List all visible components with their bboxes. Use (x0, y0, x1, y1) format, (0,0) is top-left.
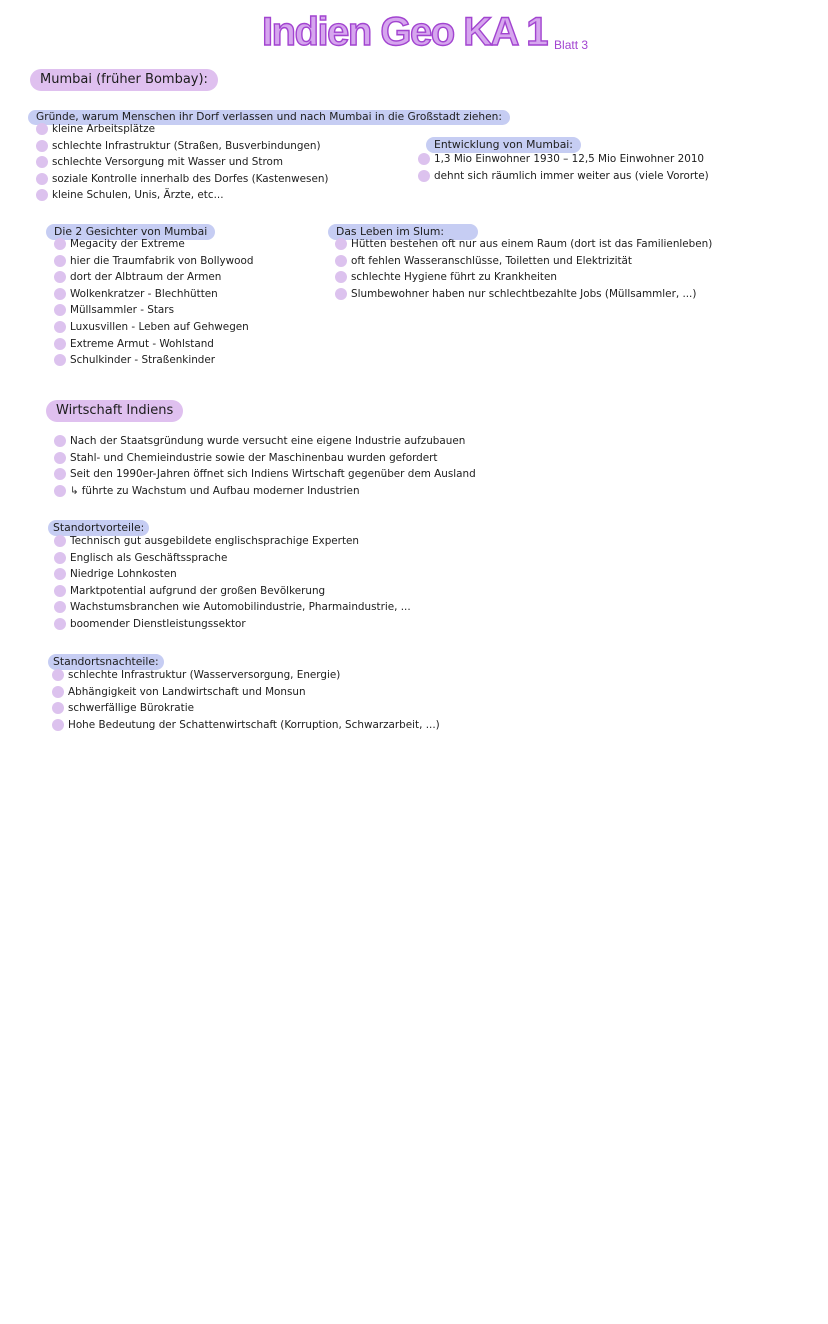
list-item: boomender Dienstleistungssektor (54, 616, 411, 633)
slum-list (335, 236, 712, 302)
reasons-list (36, 121, 328, 204)
list-item: hier die Traumfabrik von Bollywood (54, 253, 254, 270)
list-item: kleine Arbeitsplätze (36, 121, 328, 138)
mumbai-heading-wrap (30, 68, 218, 91)
list-item: Hohe Bedeutung der Schattenwirtschaft (Korruption, Schwarzarbeit, ...) (52, 717, 440, 734)
list-item: soziale Kontrolle innerhalb des Dorfes (Kastenwesen) (36, 171, 328, 188)
list-item: Schulkinder - Straßenkinder (54, 352, 254, 369)
list-item: Wolkenkratzer - Blechhütten (54, 286, 254, 303)
economy-heading-wrap (46, 399, 183, 422)
development-heading-wrap (426, 133, 581, 153)
list-item: schlechte Hygiene führt zu Krankheiten (335, 269, 712, 286)
list-item: schlechte Versorgung mit Wasser und Strom (36, 154, 328, 171)
list-item: Marktpotential aufgrund der großen Bevölkerung (54, 583, 411, 600)
list-item: Abhängigkeit von Landwirtschaft und Monsun (52, 684, 440, 701)
list-item: Seit den 1990er-Jahren öffnet sich Indiens Wirtschaft gegenüber dem Ausland (54, 466, 476, 483)
development-heading: Entwicklung von Mumbai: (426, 137, 581, 153)
mumbai-heading: Mumbai (früher Bombay): (30, 69, 218, 91)
list-item: Slumbewohner haben nur schlechtbezahlte Jobs (Müllsammler, ...) (335, 286, 712, 303)
advantages-list (54, 533, 411, 633)
list-item: Niedrige Lohnkosten (54, 566, 411, 583)
page-subtitle: Blatt 3 (554, 38, 589, 52)
arrow-icon: ↳ (70, 484, 79, 497)
list-item: Luxusvillen - Leben auf Gehwegen (54, 319, 254, 336)
list-item: kleine Schulen, Unis, Ärzte, etc... (36, 187, 328, 204)
economy-list (54, 433, 476, 499)
list-item: Nach der Staatsgründung wurde versucht eine eigene Industrie aufzubauen (54, 433, 476, 450)
list-item: Müllsammler - Stars (54, 302, 254, 319)
list-item: Hütten bestehen oft nur aus einem Raum (dort ist das Familienleben) (335, 236, 712, 253)
faces-list (54, 236, 254, 369)
faces-heading: Die 2 Gesichter von Mumbai (46, 224, 215, 240)
list-item: schlechte Infrastruktur (Straßen, Busverbindungen) (36, 138, 328, 155)
reasons-heading: Gründe, warum Menschen ihr Dorf verlassen und nach Mumbai in die Großstadt ziehen: (28, 110, 510, 125)
list-item: dort der Albtraum der Armen (54, 269, 254, 286)
list-item: Extreme Armut - Wohlstand (54, 336, 254, 353)
list-item: Stahl- und Chemieindustrie sowie der Maschinenbau wurden gefordert (54, 450, 476, 467)
list-item: dehnt sich räumlich immer weiter aus (viele Vororte) (418, 168, 709, 185)
disadvantages-list (52, 667, 440, 733)
page-title-block (262, 10, 588, 55)
disadvantages-heading: Standortsnachteile: (48, 654, 164, 670)
list-item-text: führte zu Wachstum und Aufbau moderner Industrien (81, 484, 360, 497)
slum-heading: Das Leben im Slum: (328, 224, 478, 240)
list-item: Englisch als Geschäftssprache (54, 550, 411, 567)
page-title: Indien Geo KA 1 (262, 10, 547, 54)
development-list (418, 151, 709, 184)
list-item: schwerfällige Bürokratie (52, 700, 440, 717)
list-item: schlechte Infrastruktur (Wasserversorgung, Energie) (52, 667, 440, 684)
list-item: Technisch gut ausgebildete englischsprachige Experten (54, 533, 411, 550)
list-item: 1,3 Mio Einwohner 1930 – 12,5 Mio Einwohner 2010 (418, 151, 709, 168)
list-item: Megacity der Extreme (54, 236, 254, 253)
advantages-heading: Standortvorteile: (48, 520, 149, 536)
list-item (54, 483, 476, 500)
economy-heading: Wirtschaft Indiens (46, 400, 183, 422)
list-item: oft fehlen Wasseranschlüsse, Toiletten und Elektrizität (335, 253, 712, 270)
list-item: Wachstumsbranchen wie Automobilindustrie, Pharmaindustrie, ... (54, 599, 411, 616)
